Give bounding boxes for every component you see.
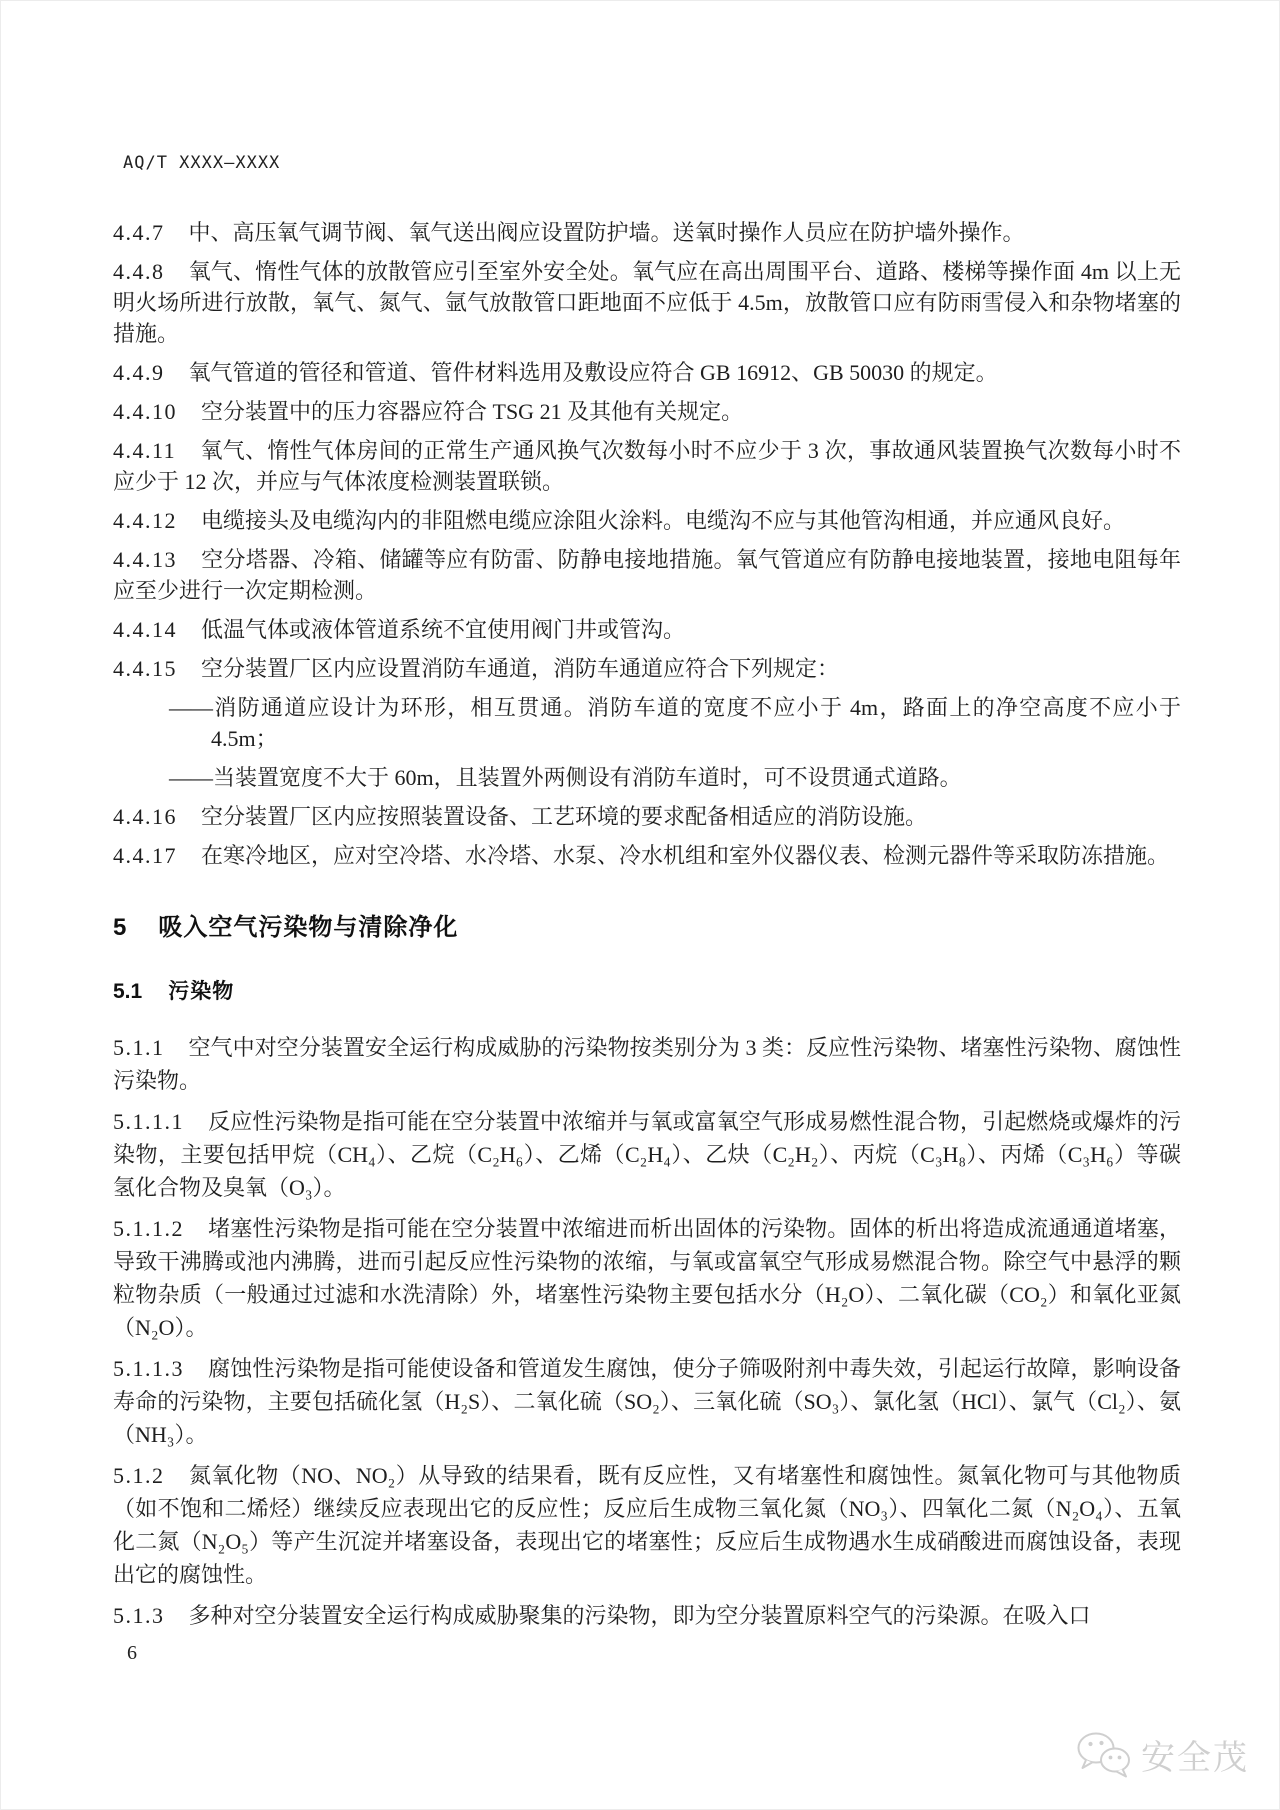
clause-number: 5.1.3 (113, 1603, 165, 1628)
wechat-icon (1075, 1729, 1133, 1779)
clause-number: 4.4.12 (113, 508, 177, 533)
clause-number: 5.1.1.3 (113, 1356, 184, 1381)
watermark-text: 安全茂 (1141, 1738, 1249, 1777)
clause-4-4-9 (113, 357, 1181, 388)
clause-text: 空分塔器、冷箱、储罐等应有防雷、防静电接地措施。氧气管道应有防静电接地装置，接地电阻每年应至少进行一次定期检测。 (113, 547, 1181, 603)
section-number: 5.1 (113, 980, 143, 1003)
clause-number: 4.4.9 (113, 360, 165, 385)
clause-number: 5.1.1.1 (113, 1109, 184, 1134)
clause-text: 氮氧化物（NO、NO₂）从导致的结果看，既有反应性，又有堵塞性和腐蚀性。氮氧化物可与其他物质（如不饱和二烯烃）继续反应表现出它的反应性；反应后生成物三氧化氮（NO₃）、四氧化二氮（N₂O₄）、五氧化二氮（N₂O₅）等产生沉淀并堵塞设备，表现出它的堵塞性；反应后生成物遇水生成硝酸进而腐蚀设备，表现出它的腐蚀性。 (113, 1463, 1181, 1587)
clause-5-1-1 (113, 1031, 1181, 1097)
section-heading-5 (113, 911, 1181, 945)
clause-text: 低温气体或液体管道系统不宜使用阀门井或管沟。 (201, 617, 686, 642)
doc-code-header: AQ/T XXXX—XXXX (123, 153, 281, 173)
clause-4-4-16 (113, 801, 1181, 832)
section-heading-5-1 (113, 977, 1181, 1007)
clause-4-4-15 (113, 653, 1181, 684)
clause-5-1-1-1 (113, 1105, 1181, 1204)
clause-number: 4.4.11 (113, 438, 177, 463)
clause-number: 4.4.14 (113, 617, 177, 642)
clause-text: 多种对空分装置安全运行构成威胁聚集的污染物，即为空分装置原料空气的污染源。在吸入口 (188, 1603, 1091, 1628)
clause-text: 空气中对空分装置安全运行构成威胁的污染物按类别分为 3 类：反应性污染物、堵塞性污染物、腐蚀性污染物。 (113, 1035, 1181, 1093)
clause-number: 5.1.1 (113, 1035, 165, 1060)
clause-number: 4.4.16 (113, 804, 177, 829)
clause-text: 氧气、惰性气体房间的正常生产通风换气次数每小时不应少于 3 次，事故通风装置换气次数每小时不应少于 12 次，并应与气体浓度检测装置联锁。 (113, 438, 1181, 494)
clause-number: 5.1.1.2 (113, 1216, 184, 1241)
clause-text: 腐蚀性污染物是指可能使设备和管道发生腐蚀，使分子筛吸附剂中毒失效，引起运行故障，影响设备寿命的污染物，主要包括硫化氢（H₂S）、二氧化硫（SO₂）、三氧化硫（SO₃）、氯化氢（HCl）、氯气（Cl₂）、氨（NH₃）。 (113, 1356, 1181, 1447)
section-title: 污染物 (168, 980, 235, 1003)
clause-number: 4.4.17 (113, 843, 177, 868)
clause-5-1-2 (113, 1459, 1181, 1591)
clause-4-4-12 (113, 505, 1181, 536)
clause-4-4-14 (113, 614, 1181, 645)
clause-number: 4.4.13 (113, 547, 177, 572)
clause-text: 堵塞性污染物是指可能在空分装置中浓缩进而析出固体的污染物。固体的析出将造成流通通道堵塞，导致干沸腾或池内沸腾，进而引起反应性污染物的浓缩，与氧或富氧空气形成易燃混合物。除空气中悬浮的颗粒物杂质（一般通过过滤和水洗清除）外，堵塞性污染物主要包括水分（H₂O）、二氧化碳（CO₂）和氧化亚氮（N₂O）。 (113, 1216, 1181, 1340)
clause-text: 空分装置厂区内应按照装置设备、工艺环境的要求配备相适应的消防设施。 (201, 804, 928, 829)
clause-4-4-17 (113, 840, 1181, 871)
clause-text: 反应性污染物是指可能在空分装置中浓缩并与氧或富氧空气形成易燃性混合物，引起燃烧或爆炸的污染物，主要包括甲烷（CH₄）、乙烷（C₂H₆）、乙烯（C₂H₄）、乙炔（C₂H₂）、丙烷（C₃H₈）、丙烯（C₃H₆）等碳氢化合物及臭氧（O₃）。 (113, 1109, 1181, 1200)
clause-5-1-1-3 (113, 1352, 1181, 1451)
clause-4-4-8 (113, 256, 1181, 349)
section-title: 吸入空气污染物与清除净化 (158, 914, 459, 941)
clause-text: 电缆接头及电缆沟内的非阻燃电缆应涂阻火涂料。电缆沟不应与其他管沟相通，并应通风良好。 (201, 508, 1126, 533)
dash-item-fire-lane-width: ——当装置宽度不大于 60m，且装置外两侧设有消防车道时，可不设贯通式道路。 (169, 765, 962, 790)
clause-text: 空分装置厂区内应设置消防车通道，消防车通道应符合下列规定： (201, 656, 840, 681)
clause-text: 氧气管道的管径和管道、管件材料选用及敷设应符合 GB 16912、GB 50030 的规定。 (188, 360, 998, 385)
clause-text: 氧气、惰性气体的放散管应引至室外安全处。氧气应在高出周围平台、道路、楼梯等操作面 4m 以上无明火场所进行放散，氧气、氮气、氩气放散管口距地面不应低于 4.5m，放散管口应有防雨雪侵入和杂物堵塞的措施。 (113, 259, 1181, 346)
clause-4-4-13 (113, 544, 1181, 606)
clause-4-4-10 (113, 396, 1181, 427)
page-number: 6 (127, 1642, 137, 1664)
clause-number: 4.4.7 (113, 220, 165, 245)
clause-5-1-1-2 (113, 1212, 1181, 1344)
clause-5-1-3 (113, 1599, 1181, 1632)
clause-4-4-11 (113, 435, 1181, 497)
watermark (1075, 1729, 1249, 1779)
clause-text: 空分装置中的压力容器应符合 TSG 21 及其他有关规定。 (201, 399, 744, 424)
clause-number: 4.4.15 (113, 656, 177, 681)
clause-text: 中、高压氧气调节阀、氧气送出阀应设置防护墙。送氧时操作人员应在防护墙外操作。 (188, 220, 1025, 245)
clause-number: 4.4.10 (113, 399, 177, 424)
clause-number: 5.1.2 (113, 1463, 165, 1488)
clause-4-4-7 (113, 217, 1181, 248)
clause-number: 4.4.8 (113, 259, 165, 284)
dash-item-fire-lane-ring: ——消防通道应设计为环形，相互贯通。消防车道的宽度不应小于 4m，路面上的净空高度不应小于 4.5m； (169, 695, 1181, 751)
clause-text: 在寒冷地区，应对空冷塔、水冷塔、水泵、冷水机组和室外仪器仪表、检测元器件等采取防冻措施。 (201, 843, 1170, 868)
section-number: 5 (113, 914, 127, 941)
